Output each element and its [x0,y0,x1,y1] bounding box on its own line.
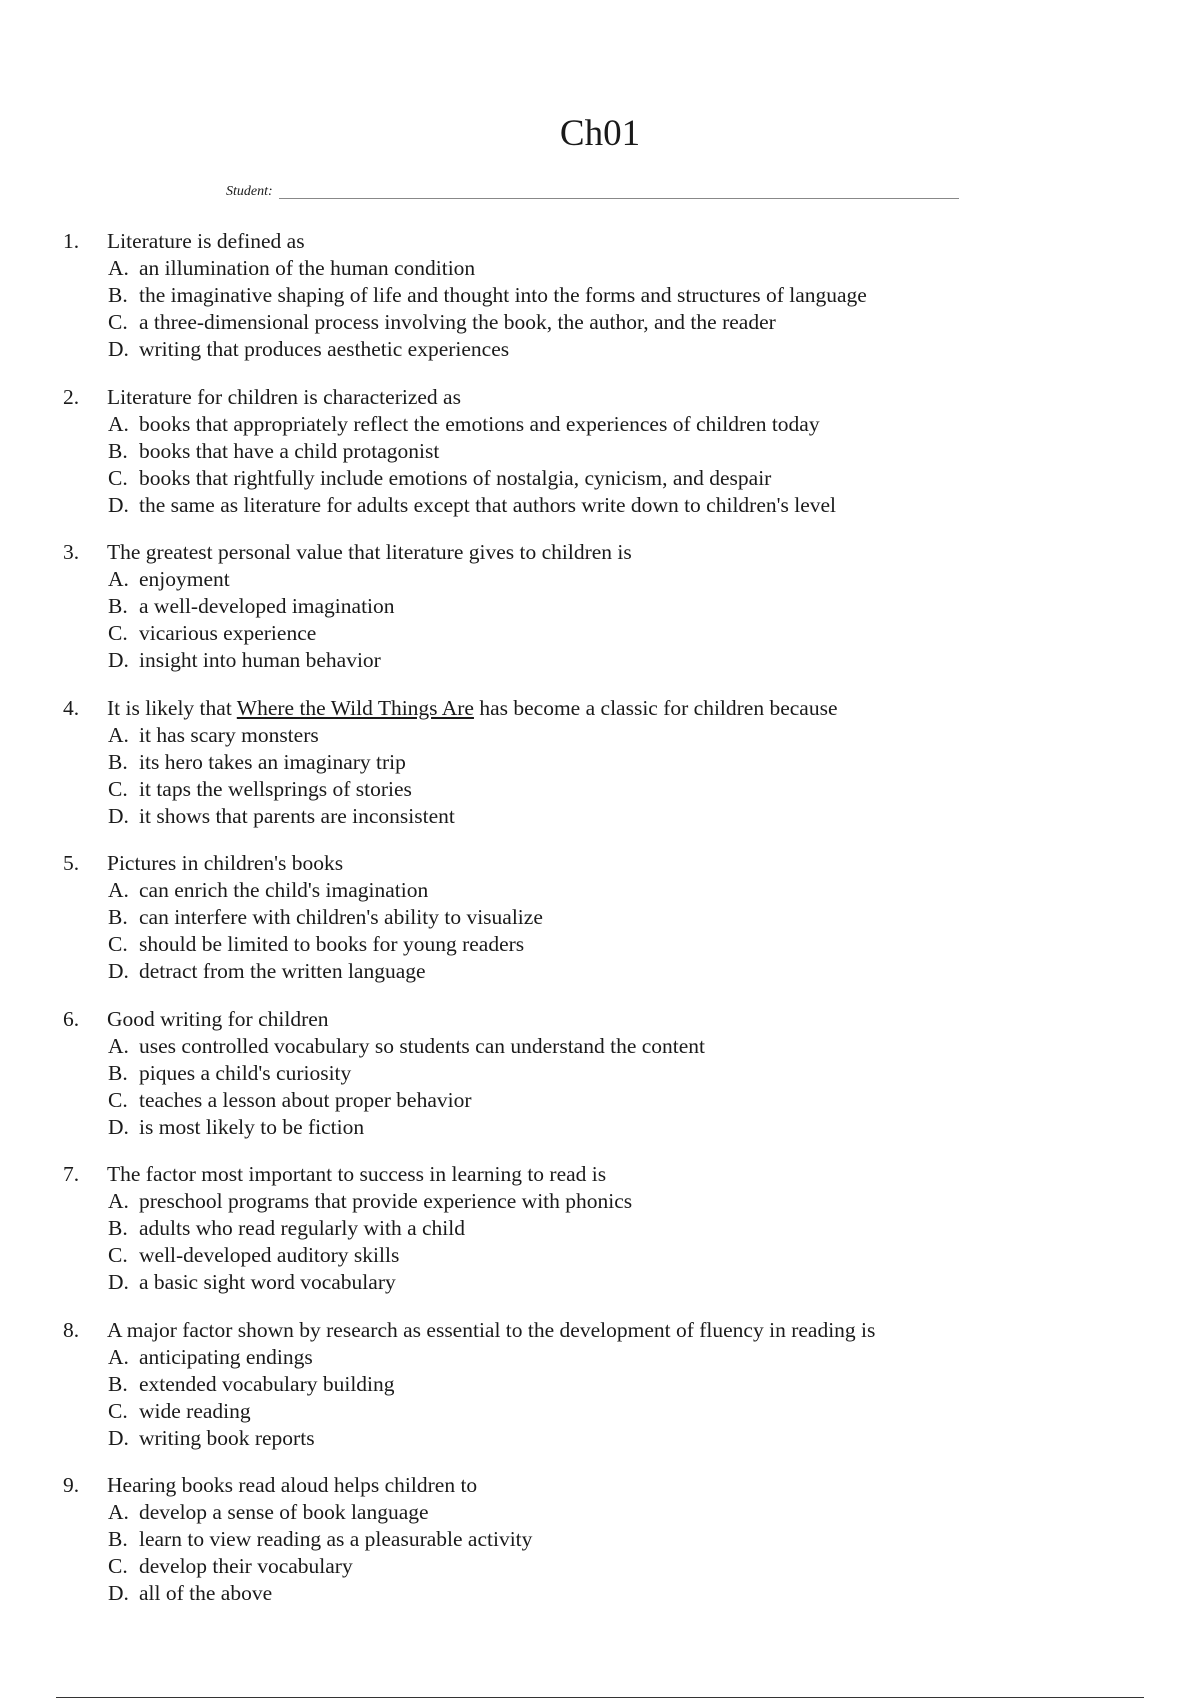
option-letter: D. [108,492,129,517]
option-letter: C. [108,932,128,956]
option-text: books that have a child protagonist [139,438,440,463]
option-list [108,1499,532,1607]
option-letter: B. [108,1371,128,1396]
option-b [108,593,395,620]
option-list [108,566,395,674]
option-text: detract from the written language [139,959,426,983]
option-letter: B. [108,438,128,463]
option-list [108,1033,705,1141]
question-stem: The greatest personal value that literature gives to children is [107,540,632,564]
student-name-line [279,198,959,199]
question-2 [0,384,1200,540]
question-stem: The factor most important to success in learning to read is [107,1162,607,1186]
option-text: it has scary monsters [139,722,319,747]
option-b [108,438,836,465]
option-letter: D. [108,337,129,361]
option-text: books that appropriately reflect the emotions and experiences of children today [139,411,820,436]
option-d [108,1114,705,1141]
option-c [108,1553,532,1580]
option-letter: A. [108,411,129,436]
question-list [0,228,1200,1628]
question-number: 6. [63,1006,80,1031]
option-d [108,1269,632,1296]
option-list [108,1344,395,1452]
option-letter: D. [108,648,129,672]
option-letter: B. [108,283,128,307]
option-letter: C. [108,1087,128,1112]
question-stem: A major factor shown by research as essential to the development of fluency in reading is [107,1317,876,1342]
option-d [108,803,455,830]
option-letter: C. [108,1243,128,1267]
option-b [108,1215,632,1242]
option-text: adults who read regularly with a child [139,1216,465,1240]
question-number: 8. [63,1317,80,1342]
option-letter: A. [108,567,129,591]
option-text: an illumination of the human condition [139,256,476,280]
option-a [108,1499,532,1526]
option-list [108,411,836,519]
option-a [108,411,836,438]
option-letter: B. [108,1060,128,1085]
option-letter: C. [108,621,128,645]
option-b [108,749,455,776]
option-letter: D. [108,1270,129,1294]
option-letter: C. [108,1398,128,1423]
option-text: a three-dimensional process involving the book, the author, and the reader [139,310,776,334]
option-text: vicarious experience [139,621,317,645]
option-text: can enrich the child's imagination [139,878,429,902]
option-b [108,1060,705,1087]
option-c [108,309,867,336]
option-text: piques a child's curiosity [139,1060,352,1085]
question-number: 9. [63,1473,80,1497]
option-a [108,877,543,904]
option-text: learn to view reading as a pleasurable activity [139,1527,533,1551]
option-text: insight into human behavior [139,648,381,672]
question-number: 5. [63,851,80,875]
option-text: wide reading [139,1398,251,1423]
book-title: Where the Wild Things Are [236,695,474,720]
option-text: teaches a lesson about proper behavior [139,1087,472,1112]
option-text: should be limited to books for young readers [139,932,525,956]
option-b [108,1371,395,1398]
option-text: a well-developed imagination [139,594,395,618]
question-number: 7. [63,1162,80,1186]
bottom-rule [56,1697,1144,1698]
option-letter: C. [108,776,128,801]
option-text: is most likely to be fiction [139,1114,365,1139]
option-d [108,1425,395,1452]
option-b [108,1526,532,1553]
option-letter: A. [108,878,129,902]
student-name-row [226,183,959,201]
option-text: the same as literature for adults except that authors write down to children's level [139,492,837,517]
option-letter: A. [108,256,129,280]
option-text: it taps the wellsprings of stories [139,776,412,801]
question-4 [0,695,1200,851]
question-stem: Literature is defined as [107,229,305,253]
option-text: anticipating endings [139,1344,313,1369]
option-letter: D. [108,1581,129,1605]
question-stem: Good writing for children [107,1006,329,1031]
option-letter: D. [108,1425,129,1450]
option-text: writing book reports [139,1425,315,1450]
option-c [108,776,455,803]
question-stem: Hearing books read aloud helps children to [107,1473,478,1497]
option-text: a basic sight word vocabulary [139,1270,396,1294]
option-list [108,1188,632,1296]
option-letter: C. [108,1554,128,1578]
option-letter: C. [108,310,128,334]
option-list [108,877,543,985]
option-text: preschool programs that provide experience with phonics [139,1189,633,1213]
option-letter: B. [108,905,128,929]
option-letter: A. [108,1033,129,1058]
option-a [108,722,455,749]
option-d [108,647,395,674]
option-text: writing that produces aesthetic experiences [139,337,510,361]
option-text: develop a sense of book language [139,1500,429,1524]
option-letter: D. [108,803,129,828]
question-stem: Literature for children is characterized as [107,384,461,409]
stem-text-before: It is likely that [107,695,237,720]
option-text: well-developed auditory skills [139,1243,400,1267]
option-list [108,255,867,363]
option-d [108,1580,532,1607]
option-a [108,566,395,593]
option-text: its hero takes an imaginary trip [139,749,406,774]
option-a [108,1188,632,1215]
option-d [108,958,543,985]
question-3 [0,539,1200,695]
option-text: can interfere with children's ability to visualize [139,905,543,929]
option-letter: B. [108,1527,128,1551]
question-1 [0,228,1200,384]
option-d [108,336,867,363]
option-letter: D. [108,959,129,983]
option-text: extended vocabulary building [139,1371,395,1396]
option-text: all of the above [139,1581,273,1605]
question-number: 1. [63,229,80,253]
option-a [108,255,867,282]
option-text: develop their vocabulary [139,1554,353,1578]
option-text: it shows that parents are inconsistent [139,803,455,828]
option-c [108,620,395,647]
option-text: books that rightfully include emotions of nostalgia, cynicism, and despair [139,465,772,490]
option-letter: D. [108,1114,129,1139]
option-c [108,1398,395,1425]
question-number: 4. [63,695,80,720]
option-d [108,492,836,519]
question-stem [107,695,838,722]
question-number: 2. [63,384,80,409]
option-b [108,904,543,931]
question-number: 3. [63,540,80,564]
student-label: Student: [226,184,273,199]
option-letter: A. [108,1189,129,1213]
option-text: uses controlled vocabulary so students can understand the content [139,1033,706,1058]
option-list [108,722,455,830]
option-a [108,1033,705,1060]
option-letter: A. [108,1500,129,1524]
option-b [108,282,867,309]
question-stem: Pictures in children's books [107,851,344,875]
option-letter: B. [108,594,128,618]
option-letter: B. [108,1216,128,1240]
stem-text-after: has become a classic for children because [473,695,838,720]
question-8 [0,1317,1200,1473]
option-c [108,931,543,958]
option-letter: C. [108,465,128,490]
option-letter: B. [108,749,128,774]
option-text: the imaginative shaping of life and thought into the forms and structures of language [139,283,867,307]
option-c [108,465,836,492]
option-c [108,1087,705,1114]
option-text: enjoyment [139,567,230,591]
option-c [108,1242,632,1269]
option-letter: A. [108,1344,129,1369]
question-9 [0,1472,1200,1628]
option-letter: A. [108,722,129,747]
option-a [108,1344,395,1371]
question-7 [0,1161,1200,1317]
question-5 [0,850,1200,1006]
question-6 [0,1006,1200,1162]
page-title: Ch01 [559,113,641,154]
